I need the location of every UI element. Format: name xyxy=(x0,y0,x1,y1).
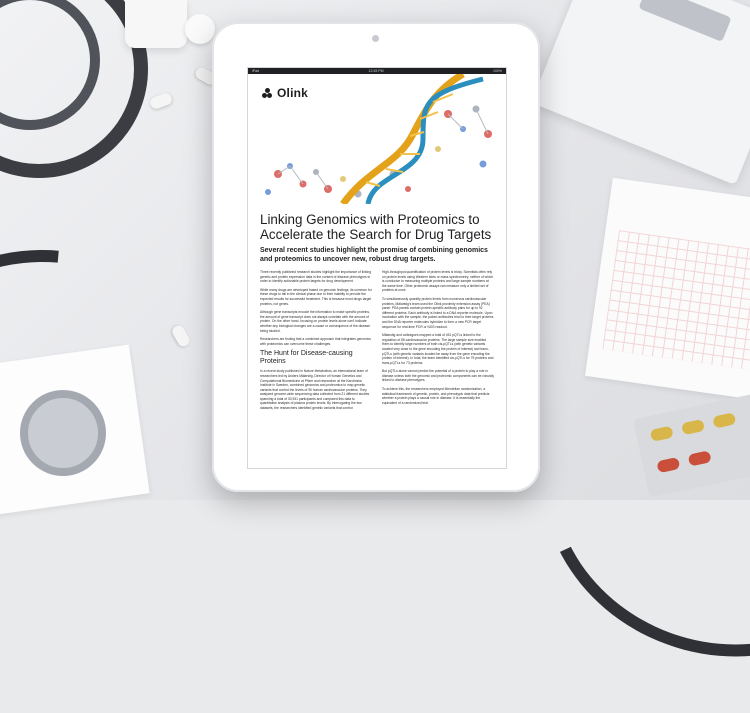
page-subtitle: Several recent studies highlight the promise of combining genomics and proteomics to uncover new, robust drug targets. xyxy=(260,247,488,263)
tablet-device xyxy=(212,22,540,492)
paragraph: Mälarstig and colleagues mapped a total of 451 pQTLs linked to the regulation of 85 cardiovascular proteins. The large sample size enabled them to identify large numbers of both cis-pQTLs (with genetic variants located very close to the gene encoding the protein of interest) and trans-pQTLs (with genetic variants located far away from the gene encoding the protein of interest). In total, the team identified cis-pQTLs for 79 proteins and trans-pQTLs for 73 proteins. xyxy=(382,333,494,365)
document-content xyxy=(248,204,506,415)
right-column xyxy=(382,270,494,415)
status-battery: 100% xyxy=(493,69,502,73)
paragraph: Researchers are finding that a combined approach that integrates genomics with proteomics can overcome these challenges. xyxy=(260,337,371,346)
paragraph: To achieve this, the researchers employed Mendelian randomization, a statistical framework of genetic, protein, and phenotypic data that predicts whether a protein plays a causal role in disease. It is essentially the equivalent of a randomized trial. xyxy=(382,387,490,405)
status-time: 12:45 PM xyxy=(368,69,384,73)
left-column xyxy=(260,270,372,415)
page-title-line1: Linking Genomics with Proteomics to xyxy=(260,212,480,227)
page-title xyxy=(260,212,494,242)
olink-logo xyxy=(262,86,308,100)
ecg-paper-grid xyxy=(602,230,750,370)
hero-image-dna xyxy=(248,74,506,204)
body-columns xyxy=(260,270,494,415)
camera-icon xyxy=(372,35,379,42)
paragraph: Three recently published research studies highlight the importance of linking genetic and protein expression data in the context of disease phenotypes in order to identify actionable protein targets for drug development. xyxy=(260,270,372,284)
section-heading: The Hunt for Disease-causing Proteins xyxy=(260,350,353,366)
brand-name: Olink xyxy=(277,86,309,100)
status-carrier: iPad xyxy=(252,69,260,73)
paragraph: But pQTLs alone cannot predict the potential of a protein to play a role in disease unless both the genomic and proteomic components can be robustly linked to disease phenotypes. xyxy=(382,369,494,383)
paragraph: Although gene transcripts encode the information to make specific proteins, the amount of gene transcript does not always correlate with the amount of protein. On the other hand, focusing on protein levels alone can't indicate whether any biological changes are a cause or consequence of the disease being studied. xyxy=(260,310,370,333)
paragraph: High-throughput quantification of protein levels is tricky. Scientists often rely on protein levels using Western blots or mass spectrometry, neither of which is conducive to measuring multiple proteins and large sample numbers at the same time. Other proteomic assays can measure only a limited set of proteins at once. xyxy=(382,270,494,293)
olink-logo-icon xyxy=(262,88,272,98)
pill-bottle-cap xyxy=(185,14,215,44)
page-title-line2: Accelerate the Search for Drug Targets xyxy=(260,227,492,242)
paragraph: To simultaneously quantify protein levels from numerous cardiovascular proteins, Mälarstig's team used the Olink proximity extension assay (PEA) panel. PEA panels contain protein-specific antibody pairs for up to 92 different proteins. Each antibody is linked to a DNA reporter molecule. Upon incubation with the sample, the paired antibodies bind to their target proteins and the DNA reporter molecules hybridize to form a new PCR target sequence for real-time PCR or NGS readout. xyxy=(382,296,494,329)
stethoscope-chestpiece xyxy=(20,390,106,476)
paragraph: In a recent study published in Nature Metabolism, an international team of researchers led by Anders Mälarstig, Director of Human Genetics and Computational Biomedicine at Pfizer and researcher at the Karolinska Institute in Sweden, combined genomics and proteomics to map genetic variants that control the levels of 90 human cardiovascular proteins. They analyzed genome-wide sequencing data collected from 21 different studies spanning a total of 30,931 participants and compared this data to quantitative analysis of plasma protein levels. By interrogating the two datasets, the researchers identified genetic variants that control xyxy=(260,369,370,411)
paragraph: While many drugs are developed based on genomic findings, its common for these drugs to fail in the clinical phase due to their inability to provide the expected results for successful treatment. This is because most drugs target proteins, not genes. xyxy=(260,287,372,306)
pill-bottle xyxy=(125,0,187,48)
tablet-screen[interactable] xyxy=(248,68,506,468)
